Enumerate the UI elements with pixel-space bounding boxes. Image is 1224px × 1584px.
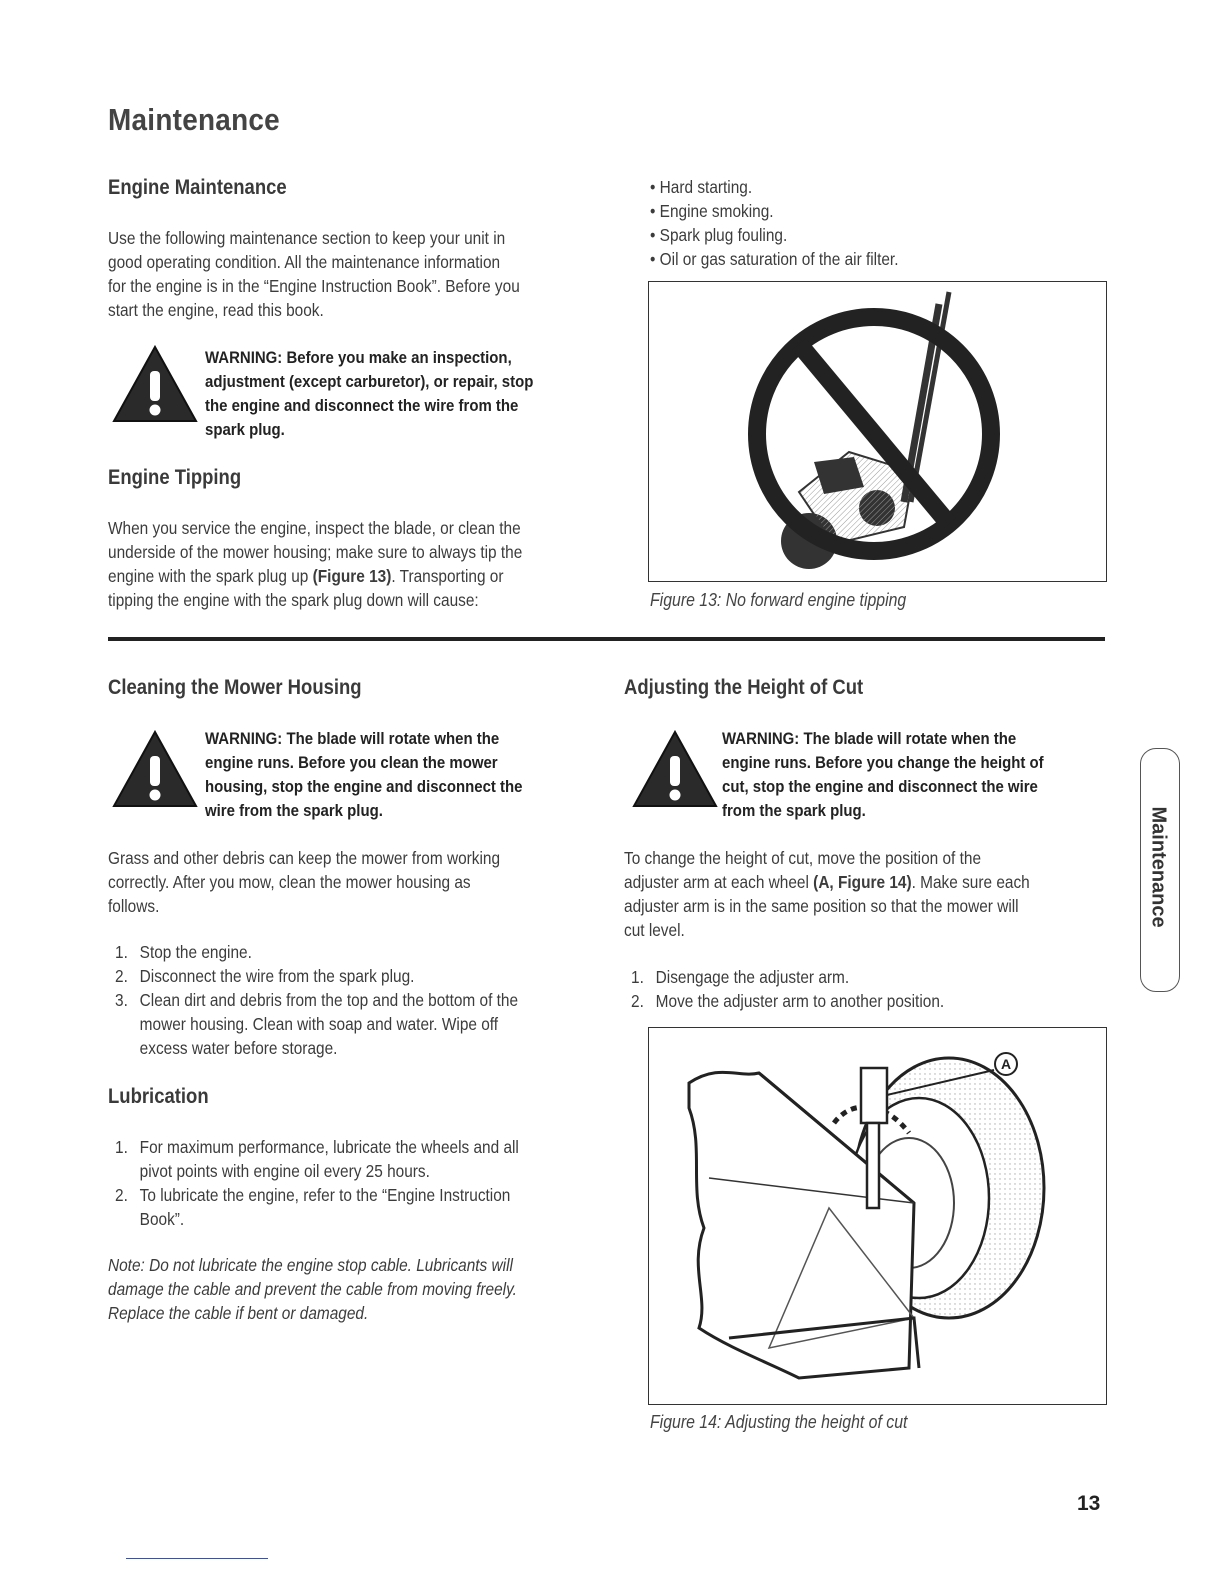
list-item: • Hard starting. xyxy=(650,175,1020,199)
list-item: 1. Stop the engine. xyxy=(115,942,252,962)
list-item: • Engine smoking. xyxy=(650,199,1020,223)
figure-13-reference: (Figure 13) xyxy=(312,566,392,586)
figure-14-reference: (A, Figure 14) xyxy=(813,872,912,892)
no-tipping-illustration xyxy=(649,282,1106,581)
warning-triangle-icon xyxy=(110,343,200,425)
lubrication-note: Note: Do not lubricate the engine stop cable. Lubricants will damage the cable and prevent the cable from moving freely. Replace the cable if bent or damaged. xyxy=(108,1255,517,1323)
page-number: 13 xyxy=(1077,1492,1101,1515)
list-item: • Oil or gas saturation of the air filter. xyxy=(650,247,1020,271)
lubrication-heading: Lubrication xyxy=(108,1085,209,1108)
engine-maintenance-warning: WARNING: Before you make an inspection, adjustment (except carburetor), or repair, stop the engine and disconnect the wire from the spark plug. xyxy=(205,348,534,439)
section-divider xyxy=(108,637,1105,641)
engine-tipping-text: When you service the engine, inspect the blade, or clean the underside of the mower housing; make sure to always tip the engine with the spark plug up (Figure 13). Transporting or tipping the engine with the spark plug down will cause: xyxy=(108,518,523,610)
figure-14-caption: Figure 14: Adjusting the height of cut xyxy=(650,1412,908,1432)
warning-triangle-icon xyxy=(110,728,200,810)
list-item: 2. Move the adjuster arm to another position. xyxy=(631,991,945,1011)
callout-a-label: A xyxy=(1000,1056,1012,1072)
cleaning-text: Grass and other debris can keep the mower from working correctly. After you mow, clean the mower housing as follows. xyxy=(108,848,501,916)
side-tab-label: Maintenance xyxy=(1147,806,1170,928)
height-of-cut-heading: Adjusting the Height of Cut xyxy=(624,676,864,699)
list-item: 3. Clean dirt and debris from the top and the bottom of the mower housing. Clean with soap and water. Wipe off excess water before storage. xyxy=(115,990,519,1058)
list-item: 2. Disconnect the wire from the spark plug. xyxy=(115,966,415,986)
footer-link-underline[interactable] xyxy=(126,1558,268,1559)
list-item: 2. To lubricate the engine, refer to the “Engine Instruction Book”. xyxy=(115,1185,511,1229)
list-item: 1. Disengage the adjuster arm. xyxy=(631,967,850,987)
figure-14 xyxy=(648,1027,1107,1405)
cleaning-steps xyxy=(108,940,601,1060)
list-item: 1. For maximum performance, lubricate the wheels and all pivot points with engine oil every 25 hours. xyxy=(115,1137,519,1181)
height-of-cut-text: To change the height of cut, move the position of the adjuster arm at each wheel (A, Figure 14). Make sure each adjuster arm is in the same position so that the mower will cut level. xyxy=(624,848,1030,940)
engine-maintenance-text: Use the following maintenance section to keep your unit in good operating condition. All the maintenance information for the engine is in the “Engine Instruction Book”. Before you start the engine, read this book. xyxy=(108,228,520,320)
cleaning-heading: Cleaning the Mower Housing xyxy=(108,676,362,699)
cleaning-warning: WARNING: The blade will rotate when the engine runs. Before you clean the mower housing, stop the engine and disconnect the wire from the spark plug. xyxy=(205,729,523,820)
height-of-cut-steps xyxy=(624,965,1082,1013)
page-title: Maintenance xyxy=(108,102,280,137)
height-adjuster-illustration xyxy=(649,1028,1106,1404)
figure-13 xyxy=(648,281,1107,582)
figure-13-caption: Figure 13: No forward engine tipping xyxy=(650,590,907,610)
tipping-effects-list xyxy=(650,175,1020,271)
height-of-cut-warning: WARNING: The blade will rotate when the engine runs. Before you change the height of cut, stop the engine and disconnect the wire from the spark plug. xyxy=(722,729,1044,820)
engine-tipping-heading: Engine Tipping xyxy=(108,466,242,489)
lubrication-steps xyxy=(108,1135,601,1231)
list-item: • Spark plug fouling. xyxy=(650,223,1020,247)
engine-maintenance-heading: Engine Maintenance xyxy=(108,176,287,199)
warning-triangle-icon xyxy=(630,728,720,810)
section-side-tab xyxy=(1140,748,1180,992)
